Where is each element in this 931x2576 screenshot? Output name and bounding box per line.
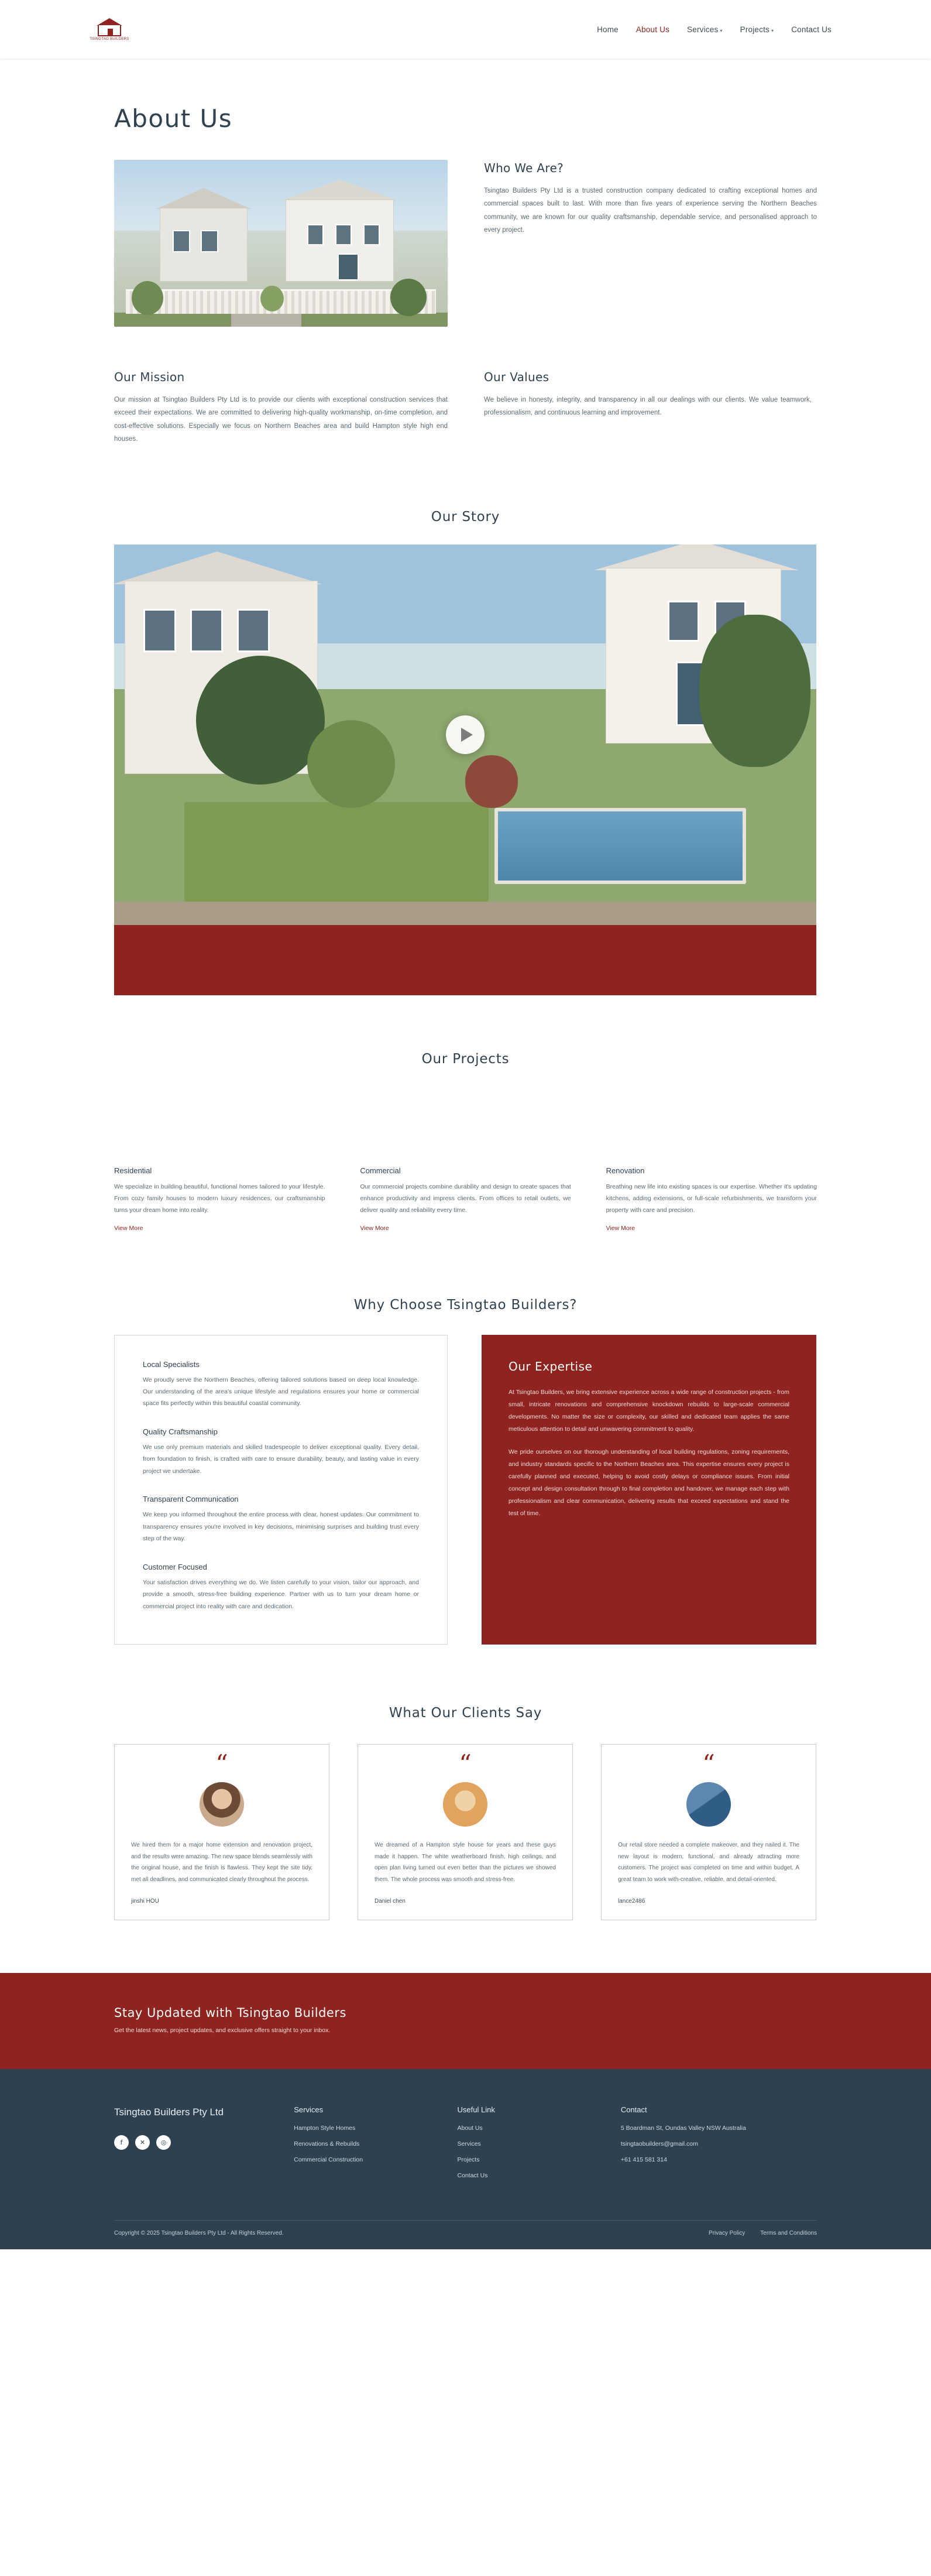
footer-link-projects[interactable]: Projects xyxy=(457,2156,480,2163)
why-item-title: Customer Focused xyxy=(143,1562,207,1571)
project-title: Residential xyxy=(114,1166,152,1175)
view-more-link-residential[interactable]: View More xyxy=(114,1224,143,1232)
view-more-link-renovation[interactable]: View More xyxy=(606,1224,635,1232)
avatar xyxy=(686,1782,731,1827)
our-expertise-heading: Our Expertise xyxy=(509,1359,593,1373)
social-links xyxy=(114,2135,294,2150)
why-item-title: Quality Craftsmanship xyxy=(143,1427,218,1436)
footer-link-contact-us[interactable]: Contact Us xyxy=(457,2171,488,2179)
quote-icon: “ xyxy=(702,1749,715,1779)
newsletter-subtext: Get the latest news, project updates, and exclusive offers straight to your inbox. xyxy=(114,2027,331,2034)
footer-link-services[interactable]: Services xyxy=(457,2140,481,2147)
testimonial-text: Our retail store needed a complete makeover, and they nailed it. The new layout is modern, functional, and already attracting more customers. The project was completed on time and within budget. A great team to work with-creative, reliable, and detail-oriented. xyxy=(618,1842,799,1883)
view-more-link-commercial[interactable]: View More xyxy=(360,1224,389,1232)
project-card-residential xyxy=(114,1166,325,1233)
story-color-band xyxy=(114,925,816,995)
why-choose-section xyxy=(114,1335,817,1645)
copyright-text: Copyright © 2025 Tsingtao Builders Pty Ltd - All Rights Reserved. xyxy=(114,2230,284,2237)
projects-list xyxy=(114,1166,817,1233)
our-projects-heading: Our Projects xyxy=(421,1051,510,1067)
why-item-title: Transparent Communication xyxy=(143,1495,239,1504)
play-icon[interactable] xyxy=(446,715,485,754)
values-body: We believe in honesty, integrity, and transparency in all our dealings with our clients. We value teamwork, professionalism, and continuous learning and improvement. xyxy=(484,396,812,417)
twitter-x-icon[interactable]: ✕ xyxy=(135,2135,150,2150)
avatar xyxy=(443,1782,487,1827)
testimonial-text: We dreamed of a Hampton style house for years and these guys made it happen. The white weatherboard finish, high ceilings, and open plan living turned out even better than the pictures we showed them. The whole process was smooth and stress-free. xyxy=(375,1842,556,1883)
chevron-down-icon: ▾ xyxy=(771,28,774,33)
main-nav xyxy=(597,25,832,34)
project-card-renovation xyxy=(606,1166,817,1233)
who-we-are-heading: Who We Are? xyxy=(484,161,564,175)
project-title: Commercial xyxy=(360,1166,401,1175)
quote-icon: “ xyxy=(459,1749,472,1779)
logo-text: TSINGTAO BUILDERS xyxy=(90,37,129,41)
nav-item-contact-us[interactable]: Contact Us xyxy=(791,25,832,34)
logo[interactable] xyxy=(88,12,131,47)
page-title: About Us xyxy=(114,104,233,133)
project-card-commercial xyxy=(360,1166,571,1233)
footer-link-hampton-style-homes[interactable]: Hampton Style Homes xyxy=(294,2125,356,2132)
nav-item-services[interactable] xyxy=(687,25,723,34)
site-footer xyxy=(0,2069,931,2249)
quote-icon: “ xyxy=(215,1749,228,1779)
why-item-title: Local Specialists xyxy=(143,1359,200,1369)
chevron-down-icon: ▾ xyxy=(720,28,723,33)
footer-services-column xyxy=(294,2105,457,2186)
our-expertise-paragraph-2: We pride ourselves on our thorough understanding of local building regulations, zoning requirements, and industry standards specific to the Northern Beaches area. This expertise ensures every project is carefully planned and executed, helping to avoid costly delays or compliance issues. From initial concept and design consultation through to final completion and handover, we manage each step with professionalism and clear communication, delivering results that exceed expectations and stand the test of time. xyxy=(509,1448,789,1517)
why-item-body: We proudly serve the Northern Beaches, offering tailored solutions based on deep local knowledge. Our understanding of the area's unique lifestyle and regulations ensures your home or commercial space fits perfectly within this beautiful coastal community. xyxy=(143,1376,419,1407)
our-story-heading: Our Story xyxy=(431,509,500,525)
testimonial-card xyxy=(114,1744,329,1920)
our-expertise-panel xyxy=(482,1335,816,1645)
footer-link-terms-and-conditions[interactable]: Terms and Conditions xyxy=(760,2230,817,2237)
footer-contact-heading: Contact xyxy=(620,2105,647,2115)
testimonial-author: Daniel chen xyxy=(375,1898,406,1905)
nav-item-home[interactable]: Home xyxy=(597,25,619,34)
project-body: Breathing new life into existing spaces is our expertise. Whether it's updating kitchens, adding extensions, or full-scale refurbishments, we transform your property with care and precision. xyxy=(606,1183,817,1214)
who-we-are-block xyxy=(484,160,817,237)
footer-email[interactable]: tsingtaobuilders@gmail.com xyxy=(620,2140,698,2147)
why-item-local-specialists xyxy=(143,1360,419,1410)
testimonial-card xyxy=(358,1744,573,1920)
why-item-body: We keep you informed throughout the entire process with clear, honest updates. Our commitment to transparency ensures you're involved in key decisions, minimising surprises and building trust every step of the way. xyxy=(143,1511,419,1543)
footer-contact-column xyxy=(621,2105,817,2186)
instagram-icon[interactable]: ◎ xyxy=(156,2135,171,2150)
footer-useful-links-column xyxy=(458,2105,621,2186)
mission-heading: Our Mission xyxy=(114,370,185,384)
nav-item-projects-label: Projects xyxy=(740,25,769,34)
who-we-are-body: Tsingtao Builders Pty Ltd is a trusted construction company dedicated to crafting exceptional homes and commercial spaces built to last. With more than five years of experience serving the Northern Beaches community, we are known for our quality craftsmanship, dependable service, and personalised approach to every project. xyxy=(484,187,817,234)
avatar xyxy=(200,1782,244,1827)
our-expertise-paragraph-1: At Tsingtao Builders, we bring extensive experience across a wide range of construction projects - from small, intricate renovations and comprehensive knockdown rebuilds to large-scale commercial developments. No matter the size or complexity, our skilled and dedicated team applies the same meticulous attention to detail and unwavering commitment to quality. xyxy=(509,1388,789,1433)
mission-body: Our mission at Tsingtao Builders Pty Ltd is to provide our clients with exceptional construction services that exceed their expectations. We are committed to delivering high-quality workmanship, on-time completion, and cost-effective solutions. Especially we focus on Northern Beaches area and build Hampton style high end houses. xyxy=(114,396,448,443)
nav-item-about-us[interactable]: About Us xyxy=(635,25,670,34)
why-item-customer-focused xyxy=(143,1563,419,1612)
testimonials-list xyxy=(114,1744,817,1920)
values-heading: Our Values xyxy=(484,370,549,384)
mission-values-section xyxy=(114,370,817,446)
footer-link-commercial-construction[interactable]: Commercial Construction xyxy=(294,2156,363,2163)
about-hero-image xyxy=(114,160,448,327)
mission-block xyxy=(114,370,448,446)
logo-house-icon xyxy=(88,12,131,47)
footer-useful-heading: Useful Link xyxy=(457,2105,495,2115)
site-header xyxy=(0,0,931,59)
project-body: Our commercial projects combine durability and design to create spaces that enhance productivity and impress clients. From offices to retail outlets, we deliver quality and reliability every time. xyxy=(360,1183,571,1214)
testimonial-text: We hired them for a major home extension and renovation project, and the results were amazing. The new space blends seamlessly with the original house, and the finish is flawless. They kept the site tidy, met all deadlines, and communicated clearly throughout the process. xyxy=(131,1842,312,1883)
intro-section xyxy=(114,160,817,327)
newsletter-heading: Stay Updated with Tsingtao Builders xyxy=(114,2006,346,2020)
facebook-icon[interactable]: f xyxy=(114,2135,129,2150)
values-block xyxy=(484,370,812,446)
page-content xyxy=(0,104,931,1920)
project-title: Renovation xyxy=(606,1166,645,1175)
why-choose-list xyxy=(114,1335,448,1645)
footer-phone[interactable]: +61 415 581 314 xyxy=(620,2156,667,2163)
our-story-video[interactable] xyxy=(114,544,816,925)
footer-link-renovations-rebuilds[interactable]: Renovations & Rebuilds xyxy=(294,2140,360,2147)
why-item-quality-craftsmanship xyxy=(143,1427,419,1477)
nav-item-projects[interactable] xyxy=(740,25,774,34)
why-item-body: We use only premium materials and skilled tradespeople to deliver exceptional quality. Every detail, from foundation to finish, is crafted with care to ensure durability, beauty, and lasting value in every project we undertake. xyxy=(143,1443,419,1475)
testimonial-author: jinshi HOU xyxy=(131,1898,159,1905)
footer-address: 5 Boardman St, Oundas Valley NSW Australia xyxy=(620,2125,746,2132)
nav-item-services-label: Services xyxy=(687,25,719,34)
why-choose-heading: Why Choose Tsingtao Builders? xyxy=(353,1297,578,1313)
project-body: We specialize in building beautiful, functional homes tailored to your lifestyle. From cozy family houses to modern luxury residences, our craftsmanship turns your dream home into reality. xyxy=(114,1183,325,1214)
why-item-transparent-communication xyxy=(143,1495,419,1544)
footer-brand-name: Tsingtao Builders Pty Ltd xyxy=(114,2106,224,2118)
testimonial-card xyxy=(601,1744,816,1920)
footer-bottom-bar xyxy=(114,2220,817,2249)
testimonials-heading: What Our Clients Say xyxy=(389,1705,542,1721)
footer-link-about-us[interactable]: About Us xyxy=(457,2125,483,2132)
testimonial-author: lance2486 xyxy=(618,1898,645,1905)
why-item-body: Your satisfaction drives everything we do. We listen carefully to your vision, tailor our approach, and provide a smooth, stress-free building experience. Partner with us to turn your dream home or commercial project into reality with care and dedication. xyxy=(143,1578,419,1610)
footer-services-heading: Services xyxy=(294,2105,324,2115)
footer-link-privacy-policy[interactable]: Privacy Policy xyxy=(709,2230,746,2237)
footer-brand xyxy=(114,2105,294,2186)
newsletter-band xyxy=(0,1973,931,2069)
